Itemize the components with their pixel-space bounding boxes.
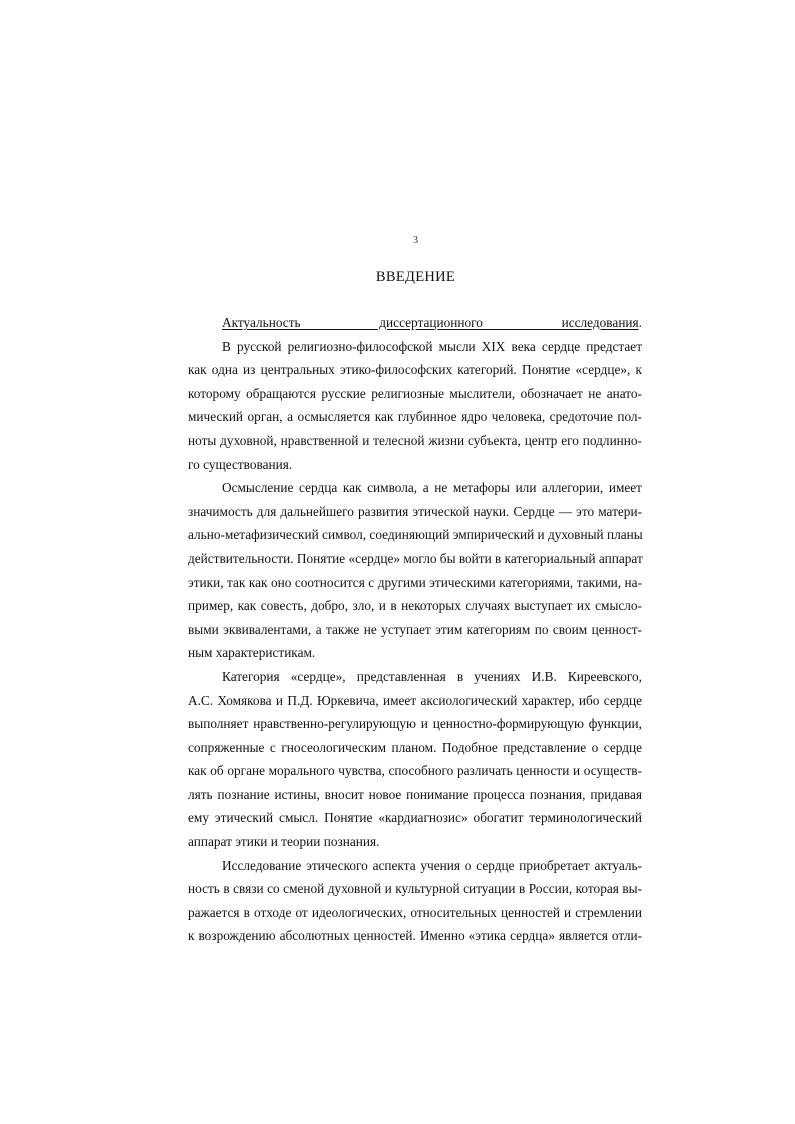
paragraph	[188, 665, 642, 854]
paragraphs	[188, 335, 642, 948]
text-line: действительности. Понятие «сердце» могло бы войти в категориальный аппарат	[188, 550, 643, 566]
text-line: ным характеристикам.	[188, 645, 316, 661]
text-line: го существования.	[188, 456, 293, 472]
text-line: как одна из центральных этико-философских категорий. Понятие «сердце», к	[188, 362, 642, 378]
paragraph	[188, 476, 642, 665]
text-line: А.С. Хомякова и П.Д. Юркевича, имеет аксиологический характер, ибо сердце	[188, 692, 642, 708]
text-line: аппарат этики и теории познания.	[188, 834, 380, 850]
paragraph	[188, 335, 642, 477]
text-line: Осмысление сердца как символа, а не метафоры или аллегории, имеет	[222, 480, 642, 496]
text-line: ноты духовной, нравственной и телесной жизни субъекта, центр его подлинно-	[188, 432, 642, 448]
text-line: ность в связи со сменой духовной и культурной ситуации в России, которая вы-	[188, 881, 642, 897]
text-line: пример, как совесть, добро, зло, и в некоторых случаях выступает их смысло-	[188, 598, 642, 614]
text-line: этики, так как оно соотносится с другими этическими категориями, такими, на-	[188, 574, 642, 590]
text-line: к возрождению абсолютных ценностей. Именно «этика сердца» является отли-	[188, 928, 642, 944]
text-line: как об органе морального чувства, способного различать ценности и осуществ-	[188, 763, 642, 779]
text-line: лять познание истины, вносит новое понимание процесса познания, придавая	[188, 786, 642, 802]
text-line: которому обращаются русские религиозные мыслители, обозначает не анато-	[188, 385, 642, 401]
text-line: ражается в отходе от идеологических, относительных ценностей и стремлении	[188, 904, 642, 920]
text-line: ему этический смысл. Понятие «кардиагнозис» обогатит терминологический	[188, 810, 642, 826]
subtitle-line	[188, 311, 642, 335]
body-text	[188, 311, 642, 948]
text-line: ально-метафизический символ, соединяющий эмпирический и духовный планы	[188, 527, 643, 543]
text-line: мический орган, а осмысляется как глубинное ядро человека, средоточие пол-	[188, 409, 642, 425]
section-title: ВВЕДЕНИЕ	[375, 269, 456, 285]
subtitle-period: .	[638, 315, 642, 330]
text-line: выполняет нравственно-регулирующую и ценностно-формирующую функции,	[188, 716, 642, 732]
text-line: значимость для дальнейшего развития этической науки. Сердце — это матери-	[188, 503, 642, 519]
page-number: 3	[413, 235, 418, 246]
text-line: выми эквивалентами, а также не уступает этим категориям по своим ценност-	[188, 621, 642, 637]
text-line: сопряженные с гносеологическим планом. Подобное представление о сердце	[188, 739, 642, 755]
subtitle: Актуальность диссертационного исследования	[222, 315, 639, 330]
text-line: Исследование этического аспекта учения о сердце приобретает актуаль-	[222, 857, 642, 873]
paragraph	[188, 854, 642, 948]
text-line: В русской религиозно-философской мысли XIX века сердце предстает	[222, 338, 642, 354]
text-line: Категория «сердце», представленная в учениях И.В. Киреевского,	[222, 668, 642, 684]
